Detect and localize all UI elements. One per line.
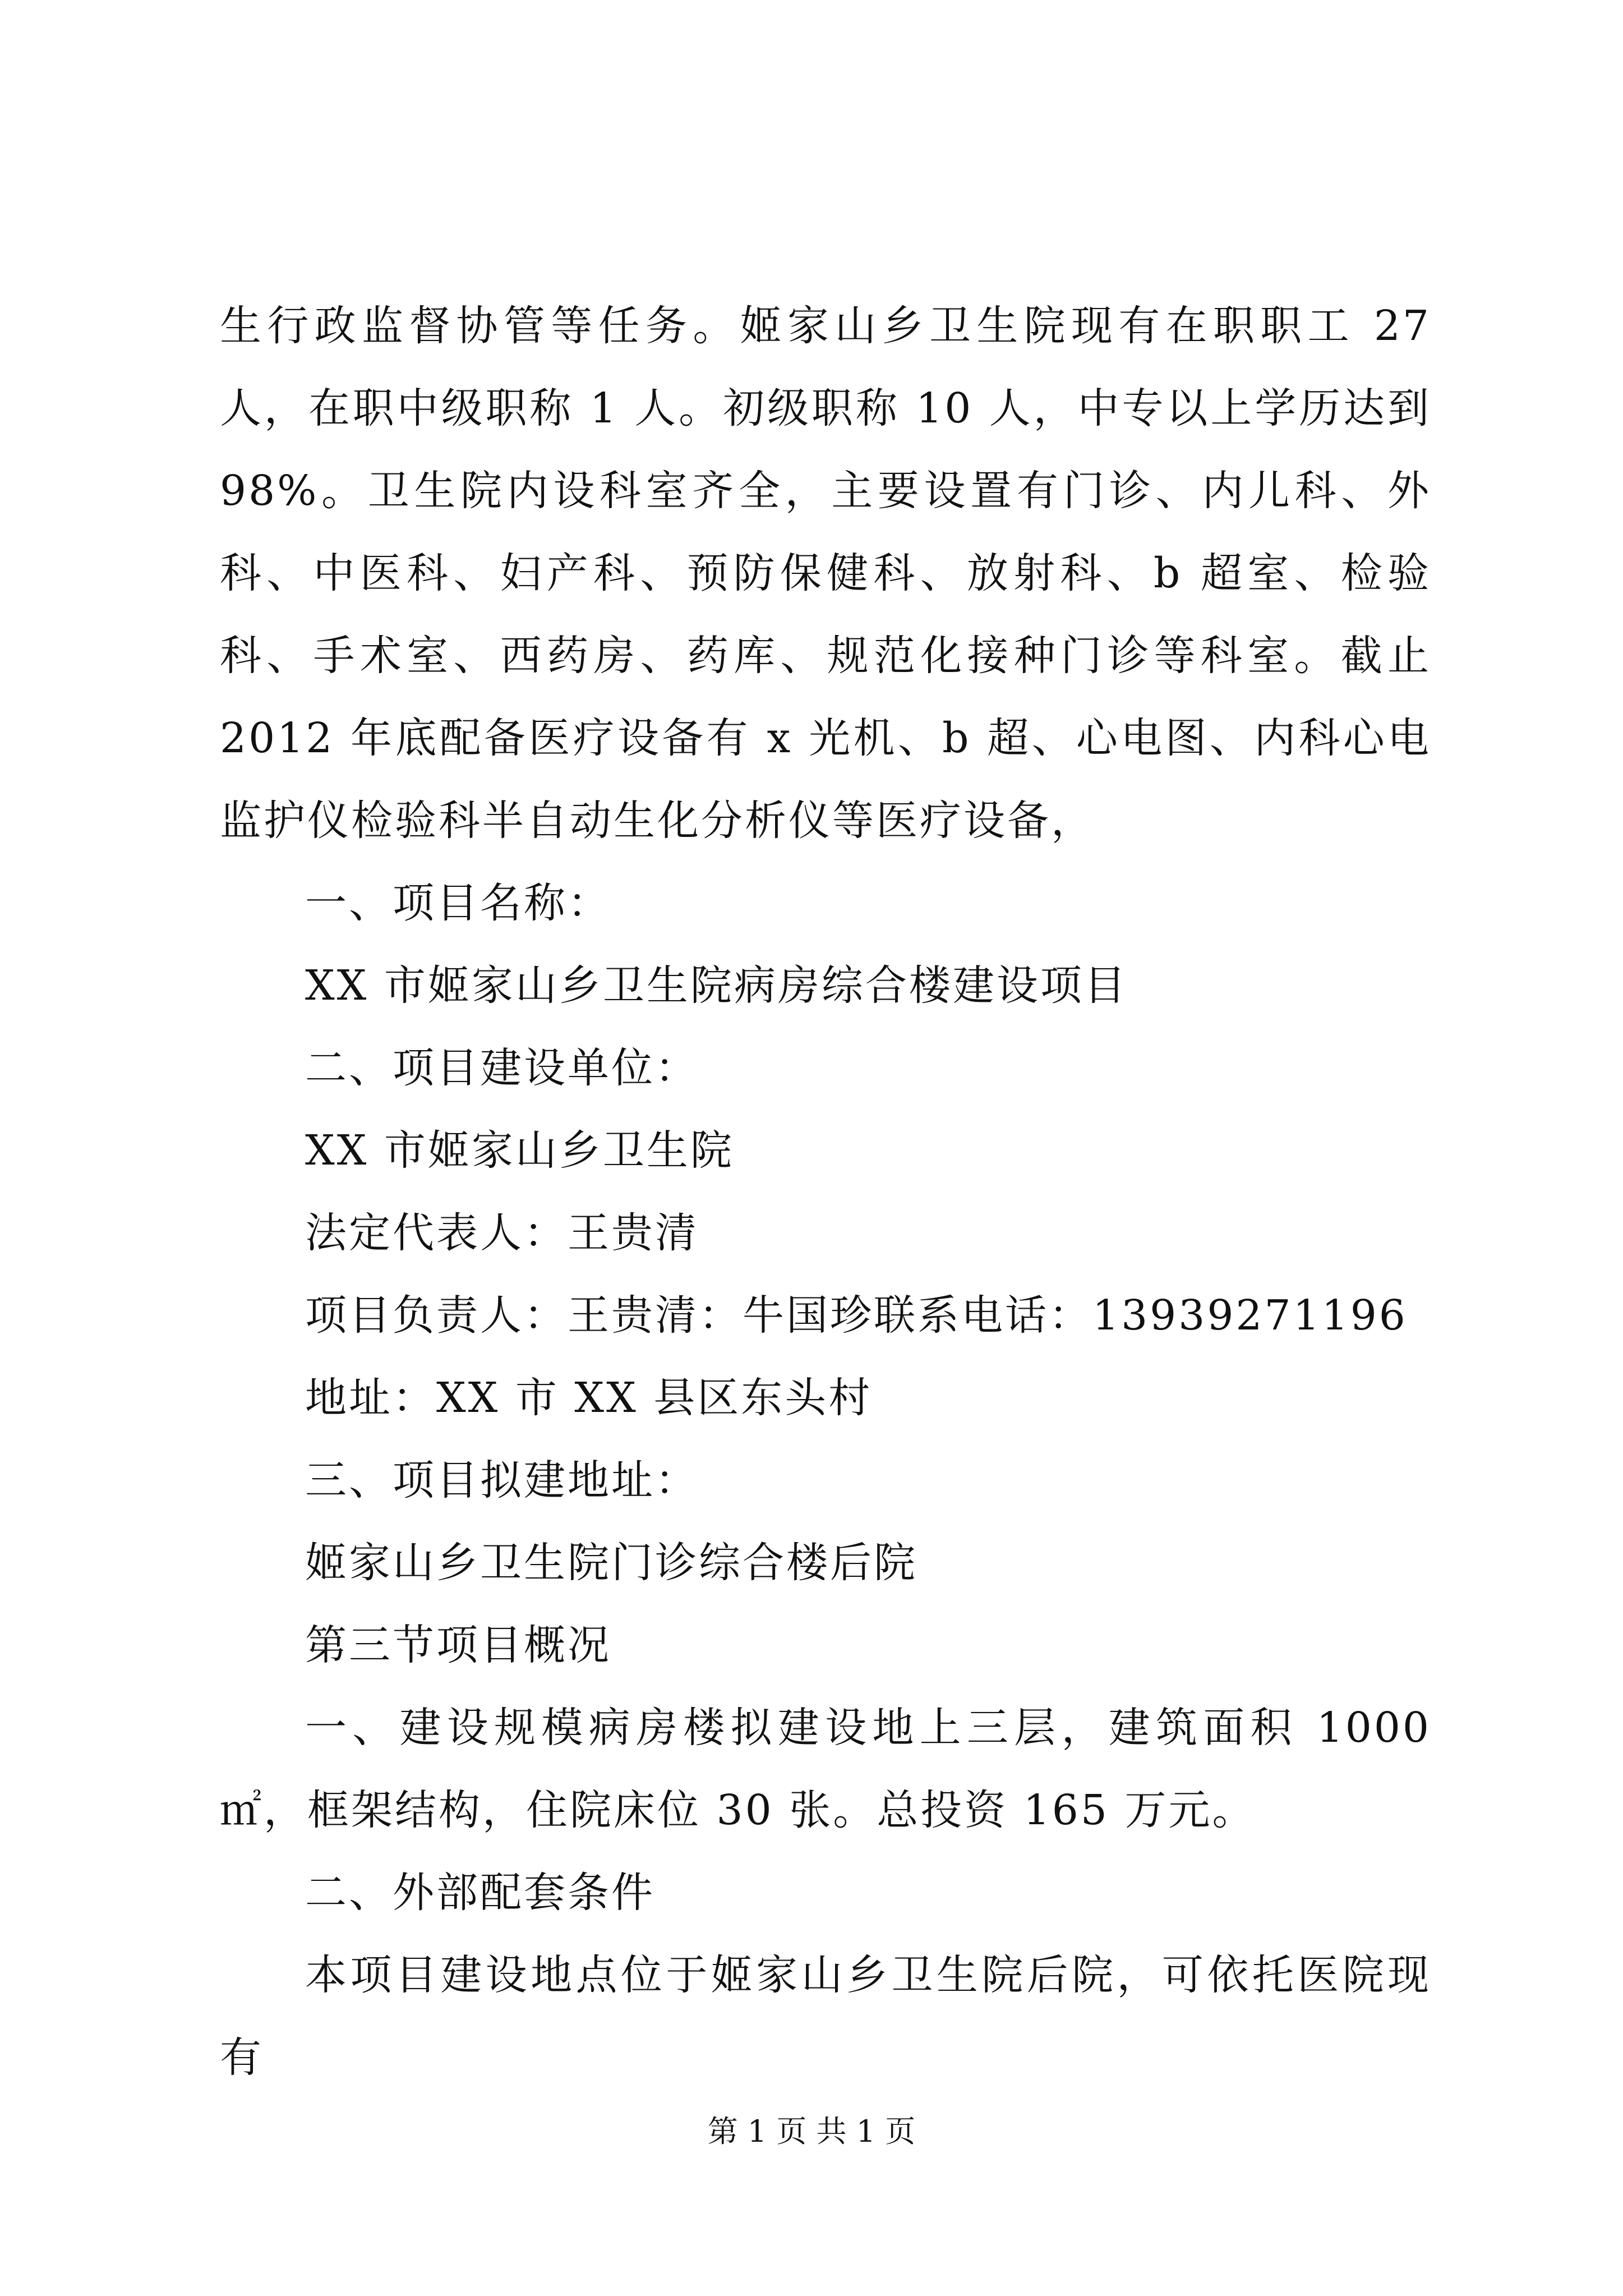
construction-unit-value: XX 市姬家山乡卫生院	[305, 1126, 734, 1175]
paragraph-intro: 生行政监督协管等任务。姬家山乡卫生院现有在职职工 27 人，在职中级职称 1 人。初级职称 10 人，中专以上学历达到 98%。卫生院内设科室齐全，主要设置有门诊、内儿科、外科、中医科、妇产科、预防保健科、放射科、b 超室、检验科、手术室、西药房、药库、规范化接种门诊等科室。截止 2012 年底配备医疗设备有 x 光机、b 超、心电图、内科心电监护仪检验科半自动生化分析仪等医疗设备，	[220, 302, 1431, 845]
heading-construction-unit: 二、项目建设单位：	[305, 1044, 699, 1092]
project-contact: 项目负责人：王贵清：牛国珍联系电话：13939271196	[305, 1291, 1408, 1340]
heading-external-conditions: 二、外部配套条件	[305, 1869, 655, 1917]
address: 地址：XX 市 XX 县区东头村	[305, 1374, 873, 1422]
heading-site-address: 三、项目拟建地址：	[305, 1456, 699, 1504]
legal-representative: 法定代表人：王贵清	[305, 1209, 699, 1257]
paragraph-site-location: 本项目建设地点位于姬家山乡卫生院后院，可依托医院现有	[220, 1951, 1431, 2082]
document-body	[220, 285, 1431, 2099]
paragraph-construction-scale: 一、建设规模病房楼拟建设地上三层，建筑面积 1000㎡，框架结构，住院床位 30 张。总投资 165 万元。	[220, 1704, 1431, 1834]
site-address-value: 姬家山乡卫生院门诊综合楼后院	[305, 1539, 917, 1587]
project-name-value: XX 市姬家山乡卫生院病房综合楼建设项目	[305, 961, 1128, 1010]
page-footer: 第 1 页 共 1 页	[707, 2114, 916, 2149]
heading-project-name: 一、项目名称：	[305, 879, 611, 927]
section-heading-overview: 第三节项目概况	[305, 1621, 611, 1669]
